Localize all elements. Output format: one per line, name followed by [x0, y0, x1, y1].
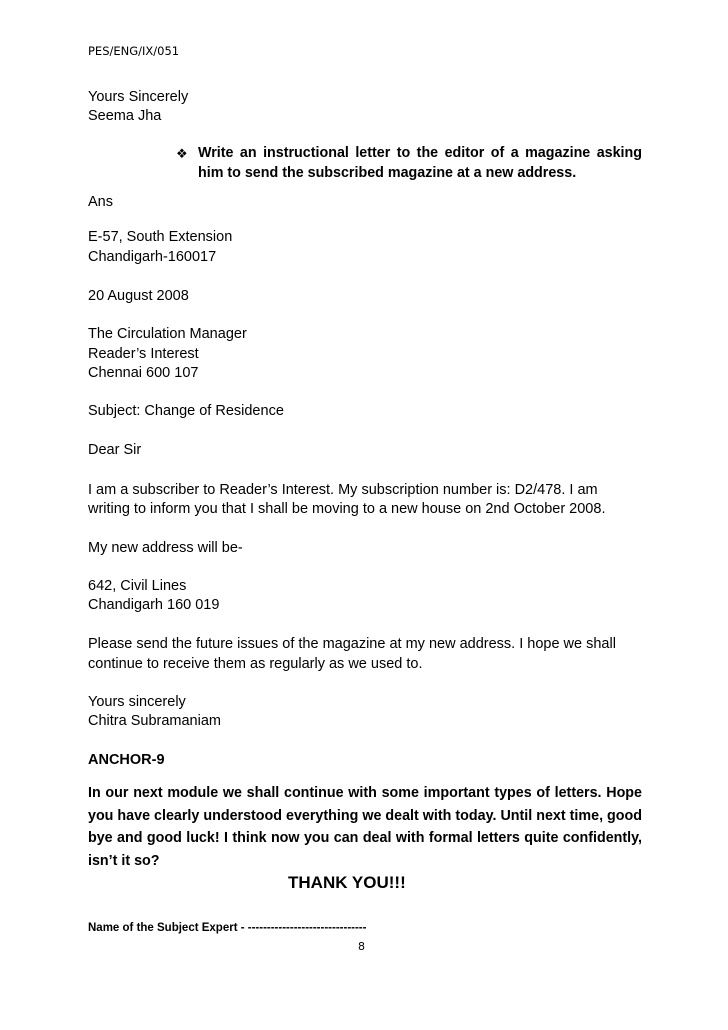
recipient-line1: The Circulation Manager [88, 326, 247, 342]
previous-closing-line1: Yours Sincerely [88, 89, 189, 105]
body-para1-line1: I am a subscriber to Reader’s Interest. My subscription number is: D2/478. I am [88, 482, 598, 498]
closing-paragraph: In our next module we shall continue with some important types of letters. Hope you have clearly understood everything we dealt with today. Until next time, good bye and good luck! I think now you can deal with formal letters quite confidently, isn’t it so? [88, 785, 642, 869]
sender-address-line2: Chandigarh-160017 [88, 249, 217, 265]
closing-signature: Chitra Subramaniam [88, 713, 221, 729]
question-item [176, 143, 642, 183]
subject-expert-line: Name of the Subject Expert - ------------------------------- [88, 922, 367, 934]
page-number: 8 [358, 940, 365, 953]
answer-label: Ans [88, 194, 113, 210]
new-address-line1: 642, Civil Lines [88, 578, 187, 594]
new-address-line2: Chandigarh 160 019 [88, 597, 220, 613]
body-para3-line2: continue to receive them as regularly as we used to. [88, 656, 423, 672]
previous-closing-signature: Seema Jha [88, 108, 162, 124]
question-text: Write an instructional letter to the editor of a magazine asking him to send the subscribed magazine at a new address. [198, 145, 642, 181]
diamond-bullet-icon: ❖ [176, 146, 188, 161]
body-para2: My new address will be- [88, 540, 243, 556]
recipient-line2: Reader’s Interest [88, 346, 199, 362]
recipient-line3: Chennai 600 107 [88, 365, 199, 381]
body-para3-line1: Please send the future issues of the magazine at my new address. I hope we shall [88, 636, 616, 652]
thank-you-heading: THANK YOU!!! [288, 873, 406, 892]
letter-date: 20 August 2008 [88, 288, 189, 304]
document-code: PES/ENG/IX/051 [88, 44, 180, 58]
letter-subject: Subject: Change of Residence [88, 403, 284, 419]
body-para1-line2: writing to inform you that I shall be moving to a new house on 2nd October 2008. [88, 501, 606, 517]
closing-line1: Yours sincerely [88, 694, 186, 710]
anchor-heading: ANCHOR-9 [88, 752, 165, 768]
salutation: Dear Sir [88, 442, 142, 458]
sender-address-line1: E-57, South Extension [88, 229, 233, 245]
